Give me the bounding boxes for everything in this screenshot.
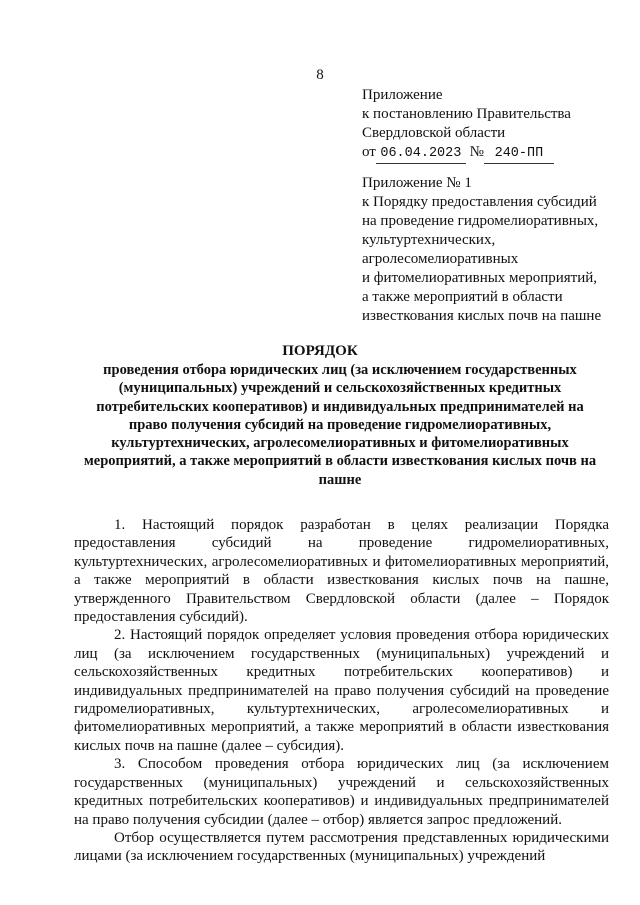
sub-appendix-line: к Порядку предоставления субсидий (362, 194, 597, 210)
document-body (74, 516, 609, 866)
date-prefix: от (362, 144, 376, 160)
appendix-line: Свердловской области (362, 125, 506, 141)
document-title: ПОРЯДОК (282, 343, 358, 359)
page-number: 8 (316, 67, 324, 83)
sub-appendix-line: и фитомелиоративных мероприятий, (362, 270, 598, 286)
resolution-date: 06.04.2023 (376, 144, 466, 164)
paragraph-2: 2. Настоящий порядок определяет условия проведения отбора юридических лиц (за исключением государственных (муниципальных) учреждений и сельскохозяйственных кредитных потребительских кооперативов) и индивидуальных предпринимателей на право получения субсидий на проведение гидромелиоративных, культуртехнических, агролесомелиоративных и фитомелиоративных мероприятий, а также мероприятий в области известкования кислых почв на пашне (далее – субсидия). (74, 627, 609, 754)
paragraph-3: 3. Способом проведения отбора юридических лиц (за исключением государственных (муниципальных) учреждений и сельскохозяйственных кредитных потребительских кооперативов) и индивидуальных предпринимателей на право получения субсидии (далее – отбор) является запрос предложений. (74, 756, 609, 828)
sub-appendix-line: на проведение гидромелиоративных, (362, 213, 599, 229)
sub-appendix-line: культуртехнических, (362, 232, 496, 248)
appendix-line: к постановлению Правительства (362, 106, 571, 122)
paragraph-1: 1. Настоящий порядок разработан в целях реализации Порядка предоставления субсидий на проведение гидромелиоративных, культуртехнических, агролесомелиоративных и фитомелиоративных мероприятий, а также мероприятий в области известкования кислых почв на пашне, утвержденного Правительством Свердловской области (далее – Порядок предоставления субсидий). (74, 517, 609, 626)
sub-appendix-header (362, 174, 622, 326)
appendix-line: Приложение (362, 87, 443, 103)
resolution-number: 240-ПП (484, 144, 554, 164)
paragraph-4: Отбор осуществляется путем рассмотрения представленных юридическими лицами (за исключением государственных (муниципальных) учреждений (74, 829, 609, 865)
appendix-header (362, 86, 622, 326)
sub-appendix-line: известкования кислых почв на пашне (362, 308, 602, 324)
number-prefix: № (469, 144, 484, 160)
sub-appendix-line: а также мероприятий в области (362, 289, 563, 305)
resolution-date-line (362, 143, 622, 164)
document-subtitle: проведения отбора юридических лиц (за исключением государственных (муниципальных) учреждений и сельскохозяйственных кредитных потребительских кооперативов) и индивидуальных предпринимателей на право получения субсидий на проведение гидромелиоративных, культуртехнических, агролесомелиоративных и фитомелиоративных мероприятий, а также мероприятий в области известкования кислых почв на пашне (83, 362, 597, 488)
sub-appendix-line: агролесомелиоративных (362, 251, 519, 267)
sub-appendix-line: Приложение № 1 (362, 175, 472, 191)
